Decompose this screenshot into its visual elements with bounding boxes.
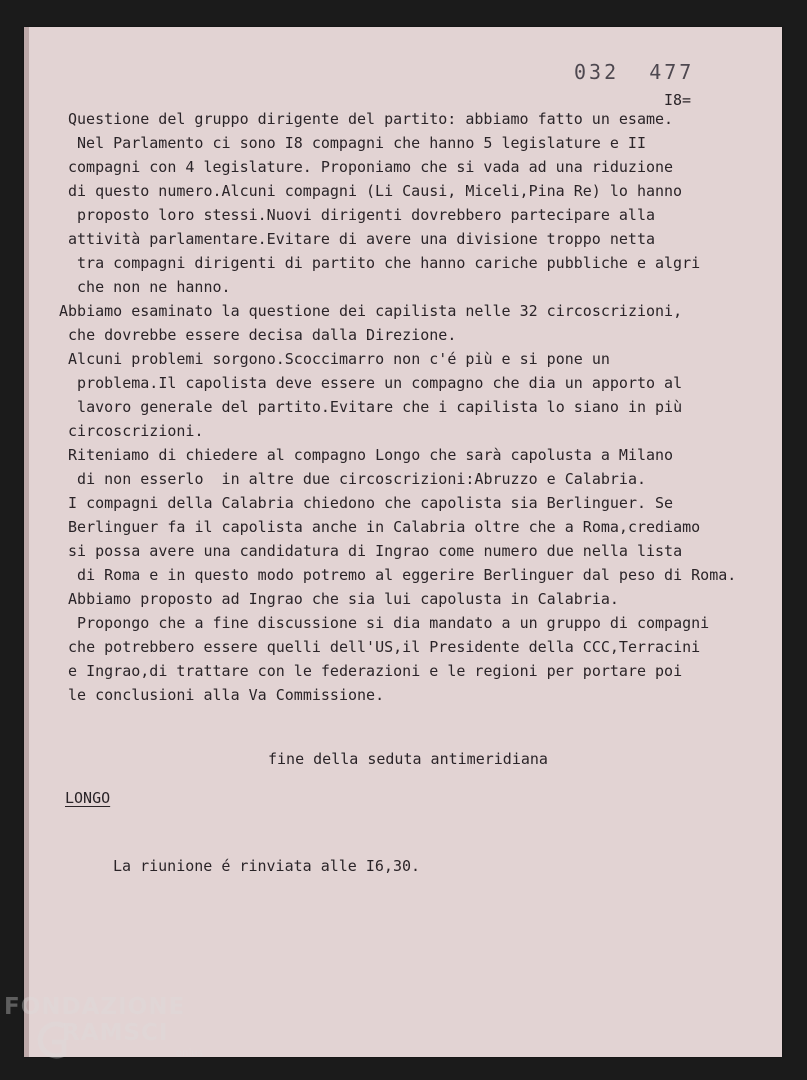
- watermark-suffix: onlus: [176, 1048, 203, 1059]
- text-line: I compagni della Calabria chiedono che capolista sia Berlinguer. Se: [59, 494, 674, 512]
- text-line: le conclusioni alla Va Commissione.: [59, 686, 385, 704]
- watermark-line1: FONDAZIONE: [4, 994, 186, 1020]
- archive-number: 032 477: [574, 60, 695, 84]
- text-line: attività parlamentare.Evitare di avere una divisione troppo netta: [68, 230, 655, 248]
- text-line: di questo numero.Alcuni compagni (Li Causi, Miceli,Pina Re) lo hanno: [68, 182, 683, 200]
- text-line: tra compagni dirigenti di partito che hanno cariche pubbliche e algri: [68, 254, 701, 272]
- text-line: Questione del gruppo dirigente del partito: abbiamo fatto un esame.: [68, 110, 674, 128]
- text-line: Abbiamo proposto ad Ingrao che sia lui capolusta in Calabria.: [59, 590, 619, 608]
- adjournment-line: La riunione é rinviata alle I6,30.: [113, 857, 421, 875]
- session-end-note: fine della seduta antimeridiana: [268, 750, 548, 768]
- text-line: Riteniamo di chiedere al compagno Longo che sarà capolusta a Milano: [59, 446, 674, 464]
- text-line: proposto loro stessi.Nuovi dirigenti dovrebbero partecipare alla: [68, 206, 655, 224]
- text-line: che non ne hanno.: [68, 278, 231, 296]
- text-line: che dovrebbe essere decisa dalla Direzione.: [59, 326, 457, 344]
- text-line: Abbiamo esaminato la questione dei capilista nelle 32 circoscrizioni,: [59, 302, 683, 320]
- text-line: si possa avere una candidatura di Ingrao come numero due nella lista: [59, 542, 683, 560]
- text-line: Propongo che a fine discussione si dia mandato a un gruppo di compagni: [59, 614, 710, 632]
- page-number: I8=: [664, 91, 692, 109]
- typewritten-page: [24, 27, 782, 1057]
- text-line: Alcuni problemi sorgono.Scoccimarro non c'é più e si pone un: [59, 350, 610, 368]
- text-line: problema.Il capolista deve essere un compagno che dia un apporto al: [59, 374, 683, 392]
- text-line: circoscrizioni.: [59, 422, 204, 440]
- watermark-line2: RAMSCI: [62, 1020, 169, 1046]
- text-line: e Ingrao,di trattare con le federazioni e le regioni per portare poi: [59, 662, 683, 680]
- text-line: lavoro generale del partito.Evitare che i capilista lo siano in più: [59, 398, 683, 416]
- text-line: Berlinguer fa il capolista anche in Calabria oltre che a Roma,crediamo: [59, 518, 701, 536]
- text-line: Nel Parlamento ci sono I8 compagni che hanno 5 legislature e II: [68, 134, 646, 152]
- text-line: di non esserlo in altre due circoscrizioni:Abruzzo e Calabria.: [59, 470, 646, 488]
- archive-watermark-logo: [4, 990, 204, 1080]
- speaker-heading: LONGO: [65, 789, 111, 807]
- text-line: compagni con 4 legislature. Proponiamo che si vada ad una riduzione: [68, 158, 674, 176]
- text-line: di Roma e in questo modo potremo al eggerire Berlinguer dal peso di Roma.: [59, 566, 737, 584]
- text-line: che potrebbero essere quelli dell'US,il Presidente della CCC,Terracini: [59, 638, 701, 656]
- page-spine: [24, 27, 29, 1057]
